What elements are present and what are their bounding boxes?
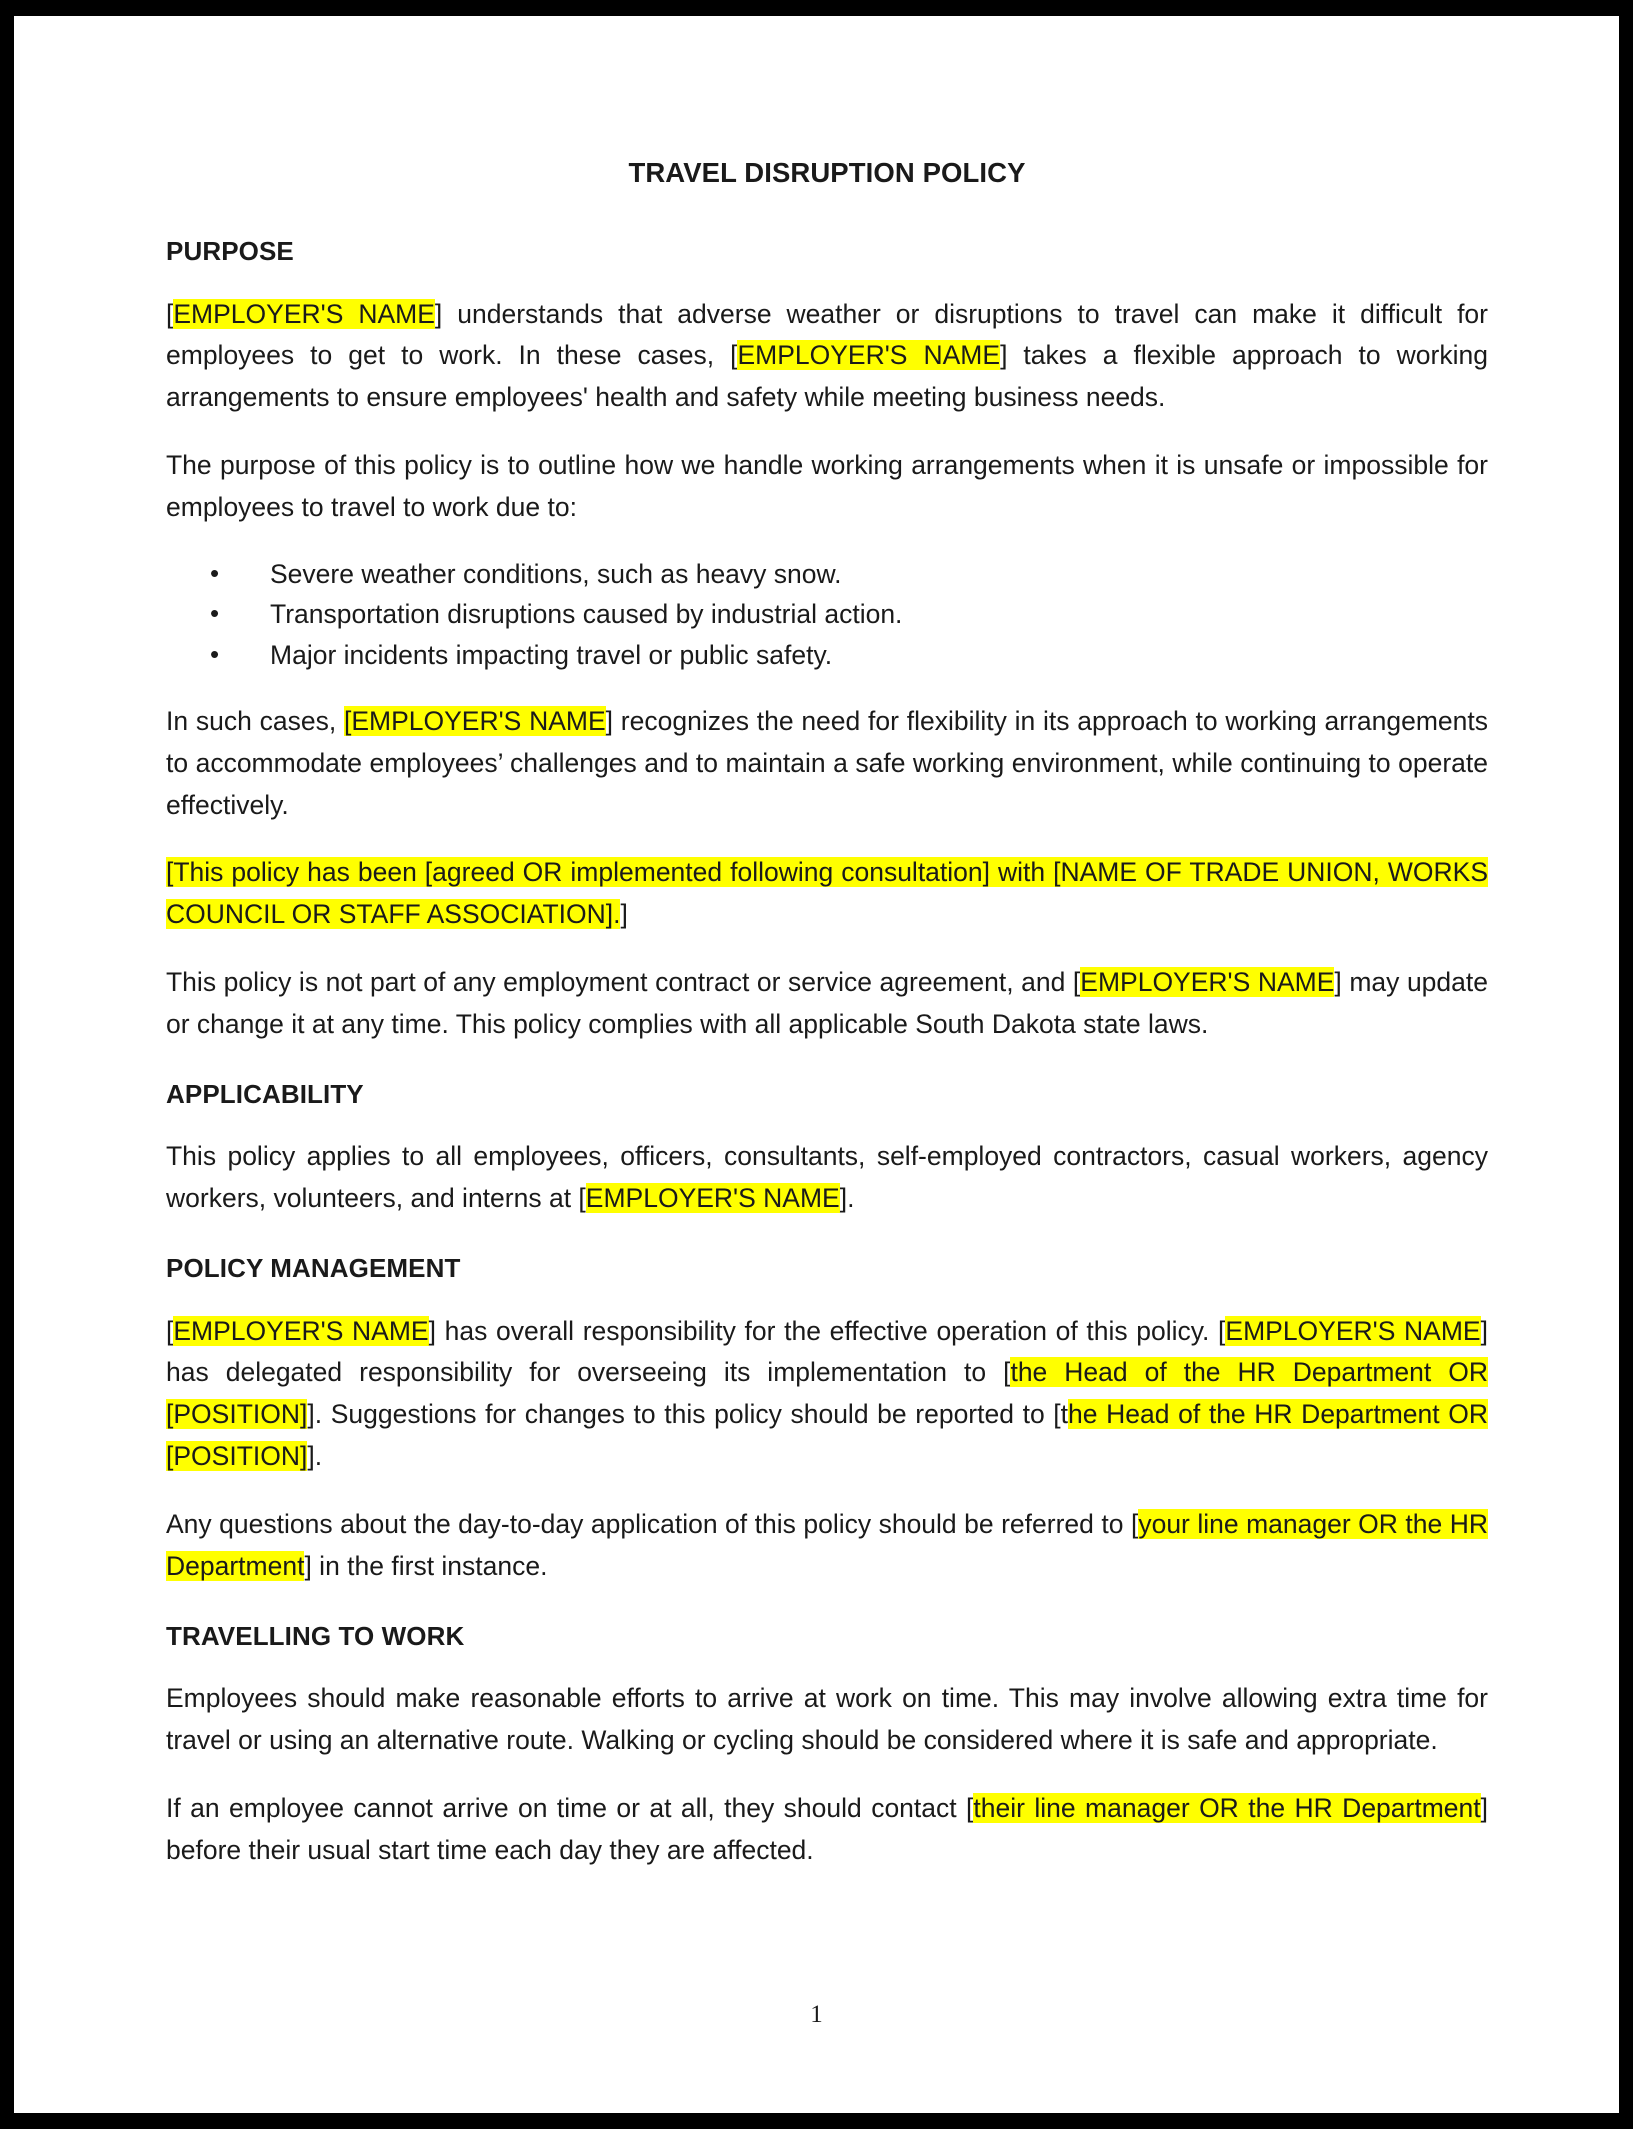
tw-p2-text-2: ] before their usual start time each day they are affected. (166, 1792, 1489, 1865)
bullet-icon: • (210, 557, 220, 588)
policy-management-paragraph-2 (166, 1504, 1488, 1588)
placeholder-hr-head-position: he Head of the HR Department OR [POSITION] (166, 1399, 1488, 1472)
page-title: TRAVEL DISRUPTION POLICY (628, 157, 1026, 188)
purpose-paragraph-1 (166, 294, 1488, 420)
travelling-paragraph-1: Employees should make reasonable efforts to arrive at work on time. This may involve allowing extra time for travel or using an alternative route. Walking or cycling should be considered where it is safe and appropriate. (166, 1683, 1488, 1756)
placeholder-line-manager-or-hr: their line manager OR the HR Department (973, 1792, 1481, 1823)
list-item-label: Major incidents impacting travel or public safety. (270, 640, 833, 671)
list-item (210, 595, 1488, 634)
purpose-p1-text-1: ] understands that adverse weather or disruptions to travel can make it difficult for employees to get to work. In these cases, [ (166, 298, 1488, 371)
purpose-p3-text-2: ] recognizes the need for flexibility in its approach to working arrangements to accommodate employees’ challenges and to maintain a safe working environment, while continuing to operate effectively. (166, 705, 1488, 820)
purpose-p4-bracket-close: ] (620, 899, 628, 930)
bullet-icon: • (210, 598, 220, 629)
placeholder-employer-name: EMPLOYER'S NAME (737, 340, 1001, 371)
placeholder-trade-union-clause: [This policy has been [agreed OR implemented following consultation] with [NAME OF TRADE UNION, WORKS COUNCIL OR STAFF ASSOCIATION]. (166, 857, 1488, 930)
placeholder-hr-head-position: the Head of the HR Department OR [POSITION] (166, 1357, 1488, 1430)
purpose-p1-text-2: ] takes a flexible approach to working arrangements to ensure employees' health and safety while meeting business needs. (166, 340, 1488, 413)
pm-p1-text-4: ]. (307, 1441, 323, 1472)
page-sheet (14, 16, 1619, 2113)
purpose-p5-text-2: ] may update or change it at any time. This policy complies with all applicable South Dakota state laws. (166, 967, 1488, 1040)
list-item (210, 555, 1488, 594)
section-heading-travelling-to-work: TRAVELLING TO WORK (166, 1620, 465, 1651)
bracket-open: [ (166, 1315, 174, 1346)
bullet-icon: • (210, 639, 220, 670)
section-heading-purpose: PURPOSE (166, 236, 294, 266)
placeholder-employer-name: [EMPLOYER'S NAME (343, 705, 606, 736)
list-item (210, 636, 1488, 675)
applicability-paragraph-1 (166, 1136, 1488, 1220)
placeholder-employer-name: EMPLOYER'S NAME (585, 1183, 840, 1214)
placeholder-employer-name: EMPLOYER'S NAME (1080, 967, 1335, 998)
purpose-paragraph-3 (166, 701, 1488, 827)
list-item-label: Transportation disruptions caused by industrial action. (270, 599, 903, 630)
purpose-paragraph-2: The purpose of this policy is to outline how we handle working arrangements when it is unsafe or impossible for employees to travel to work due to: (166, 450, 1488, 522)
pm-p2-text-2: ] in the first instance. (304, 1550, 548, 1581)
purpose-paragraph-5 (166, 962, 1488, 1046)
purpose-p5-text-1: This policy is not part of any employment contract or service agreement, and [ (166, 967, 1081, 998)
placeholder-employer-name: EMPLOYER'S NAME (173, 298, 435, 329)
pm-p1-text-1: ] has overall responsibility for the effective operation of this policy. [ (428, 1315, 1226, 1346)
list-item-label: Severe weather conditions, such as heavy snow. (270, 558, 842, 589)
travelling-paragraph-2 (166, 1788, 1488, 1872)
pm-p2-text-1: Any questions about the day-to-day application of this policy should be referred to [ (166, 1509, 1139, 1540)
page-number: 1 (810, 2001, 823, 2028)
bracket-open: [ (166, 298, 174, 329)
applicability-p1-text-1: This policy applies to all employees, officers, consultants, self-employed contractors, casual workers, agency workers, volunteers, and interns at [ (166, 1141, 1488, 1214)
purpose-paragraph-4-trade-union (166, 852, 1488, 936)
pm-p1-text-2: ] has delegated responsibility for overseeing its implementation to [ (166, 1315, 1488, 1388)
placeholder-employer-name: EMPLOYER'S NAME (1225, 1315, 1481, 1346)
document-content (166, 156, 1488, 1898)
placeholder-employer-name: EMPLOYER'S NAME (173, 1315, 429, 1346)
placeholder-line-manager-or-hr: your line manager OR the HR Department (166, 1509, 1488, 1581)
pm-p1-text-3: ]. Suggestions for changes to this policy should be reported to [t (307, 1399, 1069, 1430)
purpose-bullet-list (166, 555, 1488, 675)
section-heading-applicability: APPLICABILITY (166, 1078, 364, 1109)
purpose-p3-text-1: In such cases, (166, 705, 344, 736)
applicability-p1-text-2: ]. (839, 1183, 855, 1214)
tw-p2-text-1: If an employee cannot arrive on time or at all, they should contact [ (166, 1792, 974, 1823)
section-heading-policy-management: POLICY MANAGEMENT (166, 1253, 461, 1284)
policy-management-paragraph-1 (166, 1311, 1488, 1478)
